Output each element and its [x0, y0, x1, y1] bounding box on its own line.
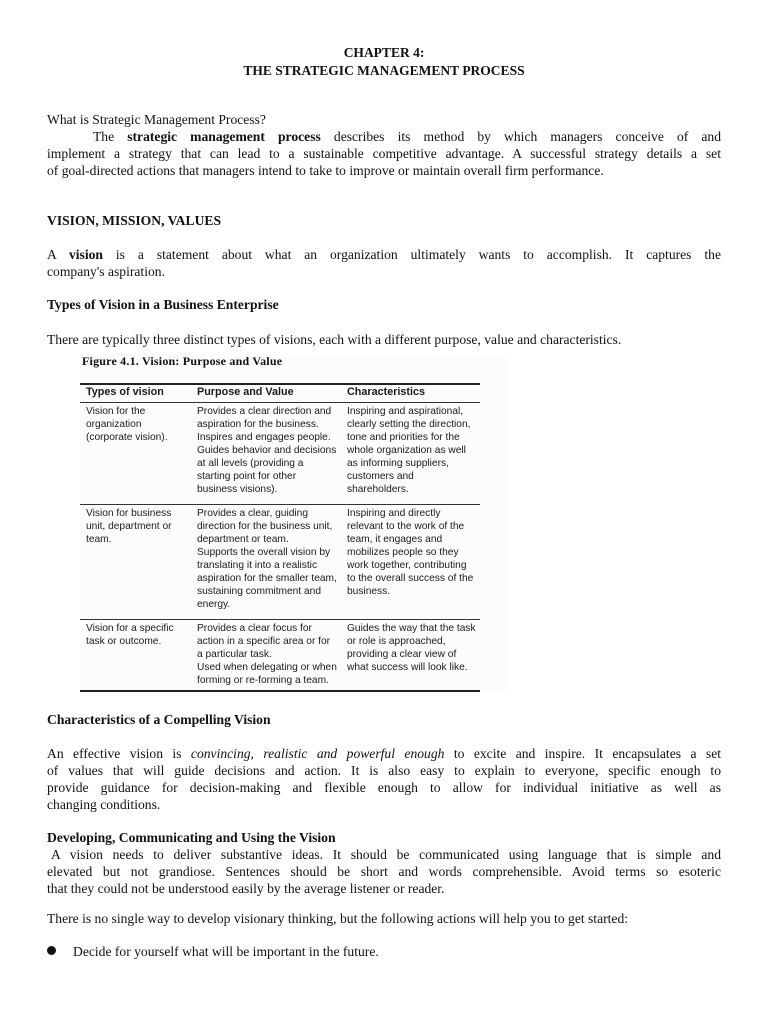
vision-text: is a statement about what an organization ultimately wants to accomplish. It captures the	[102, 247, 721, 262]
table-cell-type: Vision for a specific task or outcome.	[86, 623, 174, 647]
developing-line-1: A vision needs to deliver substantive ideas. It should be communicated using language that is simple and	[51, 847, 721, 862]
row-rule	[80, 619, 480, 620]
developing-paragraph-2: There is no single way to develop visionary thinking, but the following actions will help you to get started:	[47, 911, 629, 926]
table-cell-type: Vision for the organization (corporate vision).	[86, 406, 168, 443]
row-rule	[80, 504, 480, 505]
compelling-text: to excite and inspire. It encapsulates a set	[444, 746, 721, 761]
developing-heading: Developing, Communicating and Using the Vision	[47, 830, 336, 845]
types-heading: Types of Vision in a Business Enterprise	[47, 297, 279, 312]
intro-paragraph-line-1	[47, 128, 721, 145]
intro-text: The	[93, 129, 128, 144]
vision-paragraph-line-1	[47, 246, 721, 263]
compelling-heading: Characteristics of a Compelling Vision	[47, 712, 271, 727]
col-header-type: Types of vision	[86, 386, 164, 398]
figure-caption: Figure 4.1. Vision: Purpose and Value	[82, 354, 283, 368]
table-cell-characteristics: Inspiring and aspirational, clearly setting the direction, tone and priorities for the whole organization as well as informing suppliers, customers and shareholders.	[347, 406, 471, 495]
table-cell-characteristics: Inspiring and directly relevant to the work of the team, it engages and mobilizes people so they work together, contributing to the overall success of the business.	[347, 508, 474, 597]
bullet-item-1: Decide for yourself what will be important in the future.	[73, 944, 379, 959]
figure-vision-table	[80, 354, 510, 694]
bullet-dot-icon	[47, 946, 56, 955]
table-cell-characteristics: Guides the way that the task or role is approached, providing a clear view of what success will look like.	[347, 623, 476, 673]
intro-text: describes its method by which managers conceive of and	[320, 129, 721, 144]
vision-paragraph-line-2: company's aspiration.	[47, 264, 165, 279]
table-cell-type: Vision for business unit, department or team.	[86, 508, 172, 545]
table-cell-purpose: Provides a clear focus for action in a specific area or for a particular task. Used when delegating or when forming or re-forming a team.	[197, 623, 337, 686]
compelling-text: An effective vision is	[47, 746, 191, 761]
intro-bold-term: strategic management process	[127, 129, 321, 144]
vision-bold-term: vision	[68, 247, 103, 262]
table-top-rule	[80, 383, 480, 385]
chapter-number: CHAPTER 4:	[343, 45, 425, 60]
section-heading-vmv: VISION, MISSION, VALUES	[47, 213, 222, 228]
types-intro: There are typically three distinct types of visions, each with a different purpose, value and characteristics.	[47, 332, 622, 347]
intro-paragraph-line-2: implement a strategy that can lead to a sustainable competitive advantage. A successful strategy details a set	[47, 146, 721, 161]
header-rule	[80, 402, 480, 403]
intro-question: What is Strategic Management Process?	[47, 112, 266, 127]
col-header-characteristics: Characteristics	[347, 386, 426, 398]
table-cell-purpose: Provides a clear direction and aspiration for the business. Inspires and engages people. Guides behavior and decisions at all levels (providing a starting point for other business visions).	[197, 406, 337, 495]
compelling-line-3: provide guidance for decision-making and flexible enough to allow for individual initiative as well as	[47, 780, 721, 795]
chapter-title: THE STRATEGIC MANAGEMENT PROCESS	[243, 63, 525, 78]
compelling-italic-phrase: convincing, realistic and powerful enough	[190, 746, 445, 761]
intro-paragraph-line-3: of goal-directed actions that managers intend to take to improve or maintain overall firm performance.	[47, 163, 604, 178]
vision-text: A	[47, 247, 69, 262]
developing-line-2: elevated but not grandiose. Sentences should be short and words comprehensible. Avoid terms so esoteric	[47, 864, 721, 879]
table-cell-purpose: Provides a clear, guiding direction for the business unit, department or team. Supports the overall vision by translating it into a realistic aspiration for the smaller team, sustaining commitment and energy.	[197, 508, 337, 610]
compelling-line-1	[47, 745, 721, 762]
table-bottom-rule	[80, 690, 480, 692]
developing-line-3: that they could not be understood easily by the average listener or reader.	[47, 881, 445, 896]
col-header-purpose: Purpose and Value	[197, 386, 294, 398]
compelling-line-4: changing conditions.	[47, 797, 161, 812]
compelling-line-2: of values that will guide decisions and action. It is also easy to explain to everyone, specific enough to	[47, 763, 721, 778]
